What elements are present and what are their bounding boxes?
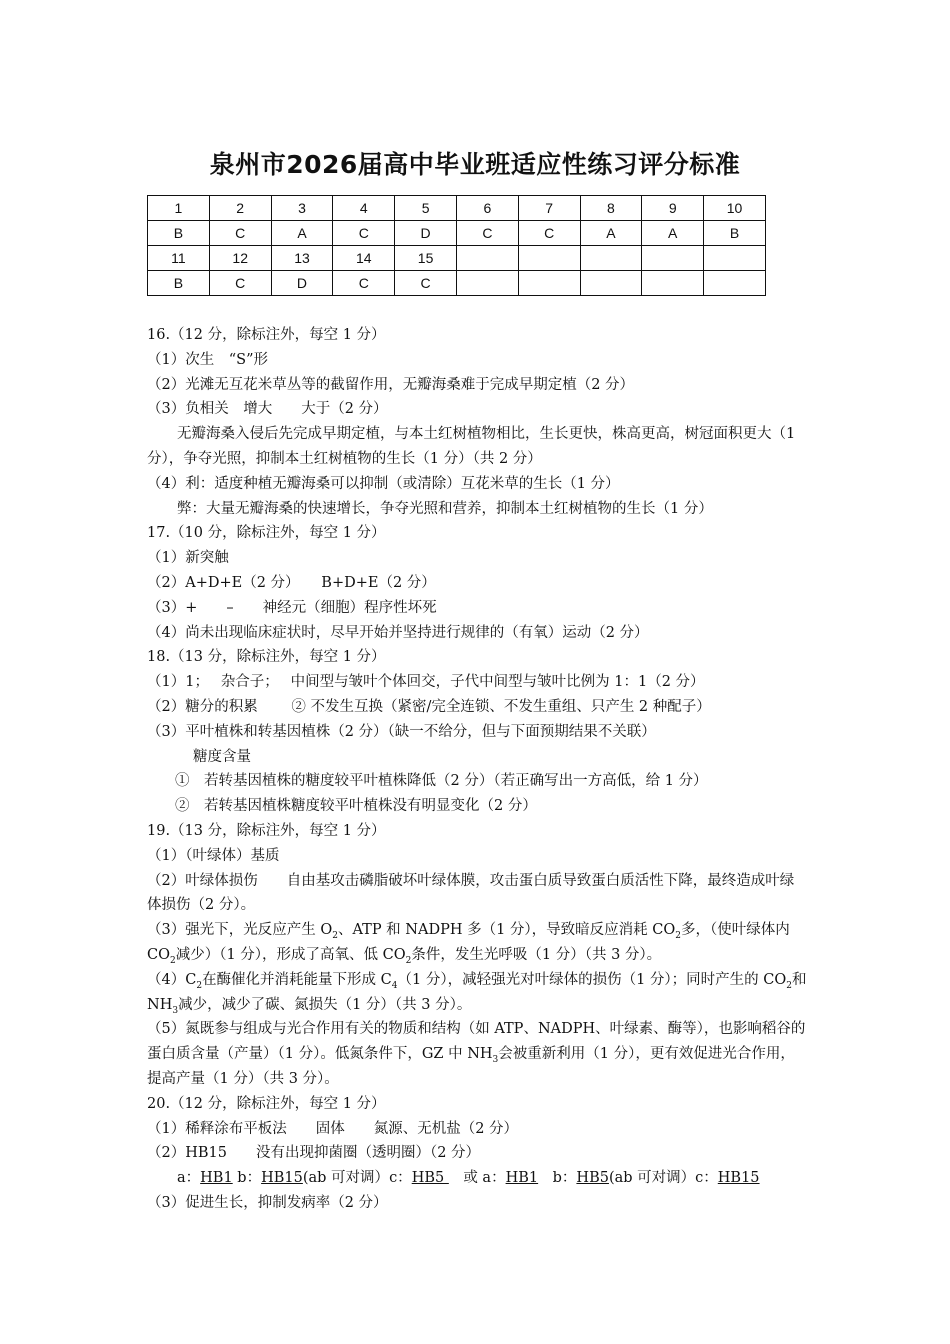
scoring-content [147,323,807,1216]
q19-part4: $(4)C_2$在酶催化并消耗能量下形成 $C_4(1$ 分），减轻强光对叶绿体的损伤（1 分）；同时产生的 $CO_2$和 $NH_3$减少，减少了碳、氮损失（1 分）（共 3 分）。 [147,971,807,1016]
q16-header: 16.（12 分，除标注外，每空 1 分） [147,327,386,343]
answer-cell: D [395,221,457,246]
answer-cell [456,271,518,296]
answer-cell: 14 [333,246,395,271]
q20-header: 20.（12 分，除标注外，每空 1 分） [147,1095,386,1112]
answer-cell: 15 [395,246,457,271]
answer-row [148,196,766,221]
answer-cell [642,246,704,271]
q17-part1: （1）新突触 [147,550,229,567]
answer-cell: 9 [642,196,704,221]
q16-part1: （1）次生 “S”形 [147,351,268,368]
answer-cell: 4 [333,196,395,221]
answer-cell: 1 [148,196,210,221]
q20-part3: （3）促进生长，抑制发病率（2 分） [147,1194,388,1211]
q20-part2: （2）HB15 没有出现抑菌圈（透明圈）（2 分） [147,1145,481,1162]
q17-part3: （3）+ – 神经元（细胞）程序性坏死 [147,599,437,616]
answer-cell: 11 [148,246,210,271]
answer-cell [580,246,642,271]
q18-header: 18.（13 分，除标注外，每空 1 分） [147,649,386,666]
answer-cell [580,271,642,296]
answer-cell: C [395,271,457,296]
answer-cell: D [271,271,333,296]
q16-part3: （3）负相关 增大 大于（2 分） [147,401,388,418]
answer-cell: 2 [209,196,271,221]
answer-cell: 10 [704,196,766,221]
answer-cell: C [333,271,395,296]
page-title: 泉州市2026届高中毕业班适应性练习评分标准 [209,150,741,179]
answer-row [148,271,766,296]
answer-cell: C [456,221,518,246]
answer-cell: C [333,221,395,246]
answer-cell [456,246,518,271]
answer-cell: 7 [518,196,580,221]
q19-header: 19.（13 分，除标注外，每空 1 分） [147,822,386,839]
q18-part1: （1）1； 杂合子； 中间型与皱叶个体回交，子代中间型与皱叶比例为 1：1（2 分） [147,674,705,691]
answer-cell: B [148,271,210,296]
answer-cell: 6 [456,196,518,221]
answer-cell [642,271,704,296]
answer-cell: B [148,221,210,246]
answer-row [148,221,766,246]
answer-cell: 5 [395,196,457,221]
answer-cell: 13 [271,246,333,271]
answer-cell: A [580,221,642,246]
q16-part3-explanation: 无瓣海桑入侵后先完成早期定植，与本土红树植物相比，生长更快，株高更高，树冠面积更大（1 分），争夺光照，抑制本土红树植物的生长（1 分）（共 2 分） [147,426,796,467]
q19-part3: （3）强光下，光反应产生 $O_2$、ATP 和 NADPH 多（1 分），导致暗反应消耗 $CO_2$多，（使叶绿体内 $CO_2$减少）（1 分），形成了高氧、低 $CO_2$条件，发生光呼吸（1 分）（共 3 分）。 [147,922,790,966]
answer-cell: 3 [271,196,333,221]
answer-cell [704,246,766,271]
answer-cell: C [209,221,271,246]
q19-part2: （2）叶绿体损伤 自由基攻击磷脂破坏叶绿体膜，攻击蛋白质导致蛋白质活性下降，最终造成叶绿体损伤（2 分）。 [147,872,795,914]
answer-cell: C [518,221,580,246]
answer-table [147,195,766,296]
q19-part5: （5）氮既参与组成与光合作用有关的物质和结构（如 ATP、NADPH、叶绿素、酶等），也影响稻谷的蛋白质含量（产量）（1 分）。低氮条件下，GZ 中 $NH_3$会被重新利用（1 分），更有效促进光合作用，提高产量（1 分）（共 3 分）。 [147,1021,806,1087]
answer-cell: 12 [209,246,271,271]
q17-part2: （2）A+D+E（2 分） B+D+E（2 分） [147,574,436,591]
q18-result-2: ② 若转基因植株糖度较平叶植株没有明显变化（2 分） [175,798,537,815]
answer-row [148,246,766,271]
answer-cell: A [271,221,333,246]
q16-part4-benefit: （4）利：适度种植无瓣海桑可以抑制（或清除）互花米草的生长（1 分） [147,475,620,492]
q17-part4: （4）尚未出现临床症状时，尽早开始并坚持进行规律的（有氧）运动（2 分） [147,624,649,641]
q18-part2: （2）糖分的积累 ② 不发生互换（紧密/完全连锁、不发生重组、只产生 2 种配子） [147,698,711,715]
q16-part2: （2）光滩无互花米草丛等的截留作用，无瓣海桑难于完成早期定植（2 分） [147,376,635,393]
answer-cell: C [209,271,271,296]
q17-header: 17.（10 分，除标注外，每空 1 分） [147,525,386,542]
q18-part3-measure: 糖度含量 [193,748,251,765]
q16-part4-drawback: 弊：大量无瓣海桑的快速增长，争夺光照和营养，抑制本土红树植物的生长（1 分） [177,500,713,517]
answer-cell: B [704,221,766,246]
answer-cell: A [642,221,704,246]
q18-part3: （3）平叶植株和转基因植株（2 分）（缺一不给分，但与下面预期结果不关联） [147,723,656,740]
q18-result-1: ① 若转基因植株的糖度较平叶植株降低（2 分）（若正确写出一方高低，给 1 分） [175,773,708,790]
answer-cell [704,271,766,296]
q20-part1: （1）稀释涂布平板法 固体 氮源、无机盐（2 分） [147,1120,519,1137]
q19-part1: （1）（叶绿体）基质 [147,847,280,864]
answer-cell [518,271,580,296]
answer-cell: 8 [580,196,642,221]
answer-cell [518,246,580,271]
q20-part2-strains: a：HB1 b：HB15(ab 可对调）c：HB5 或 a：HB1 b：HB5(ab 可对调）c：HB15 [177,1170,760,1187]
